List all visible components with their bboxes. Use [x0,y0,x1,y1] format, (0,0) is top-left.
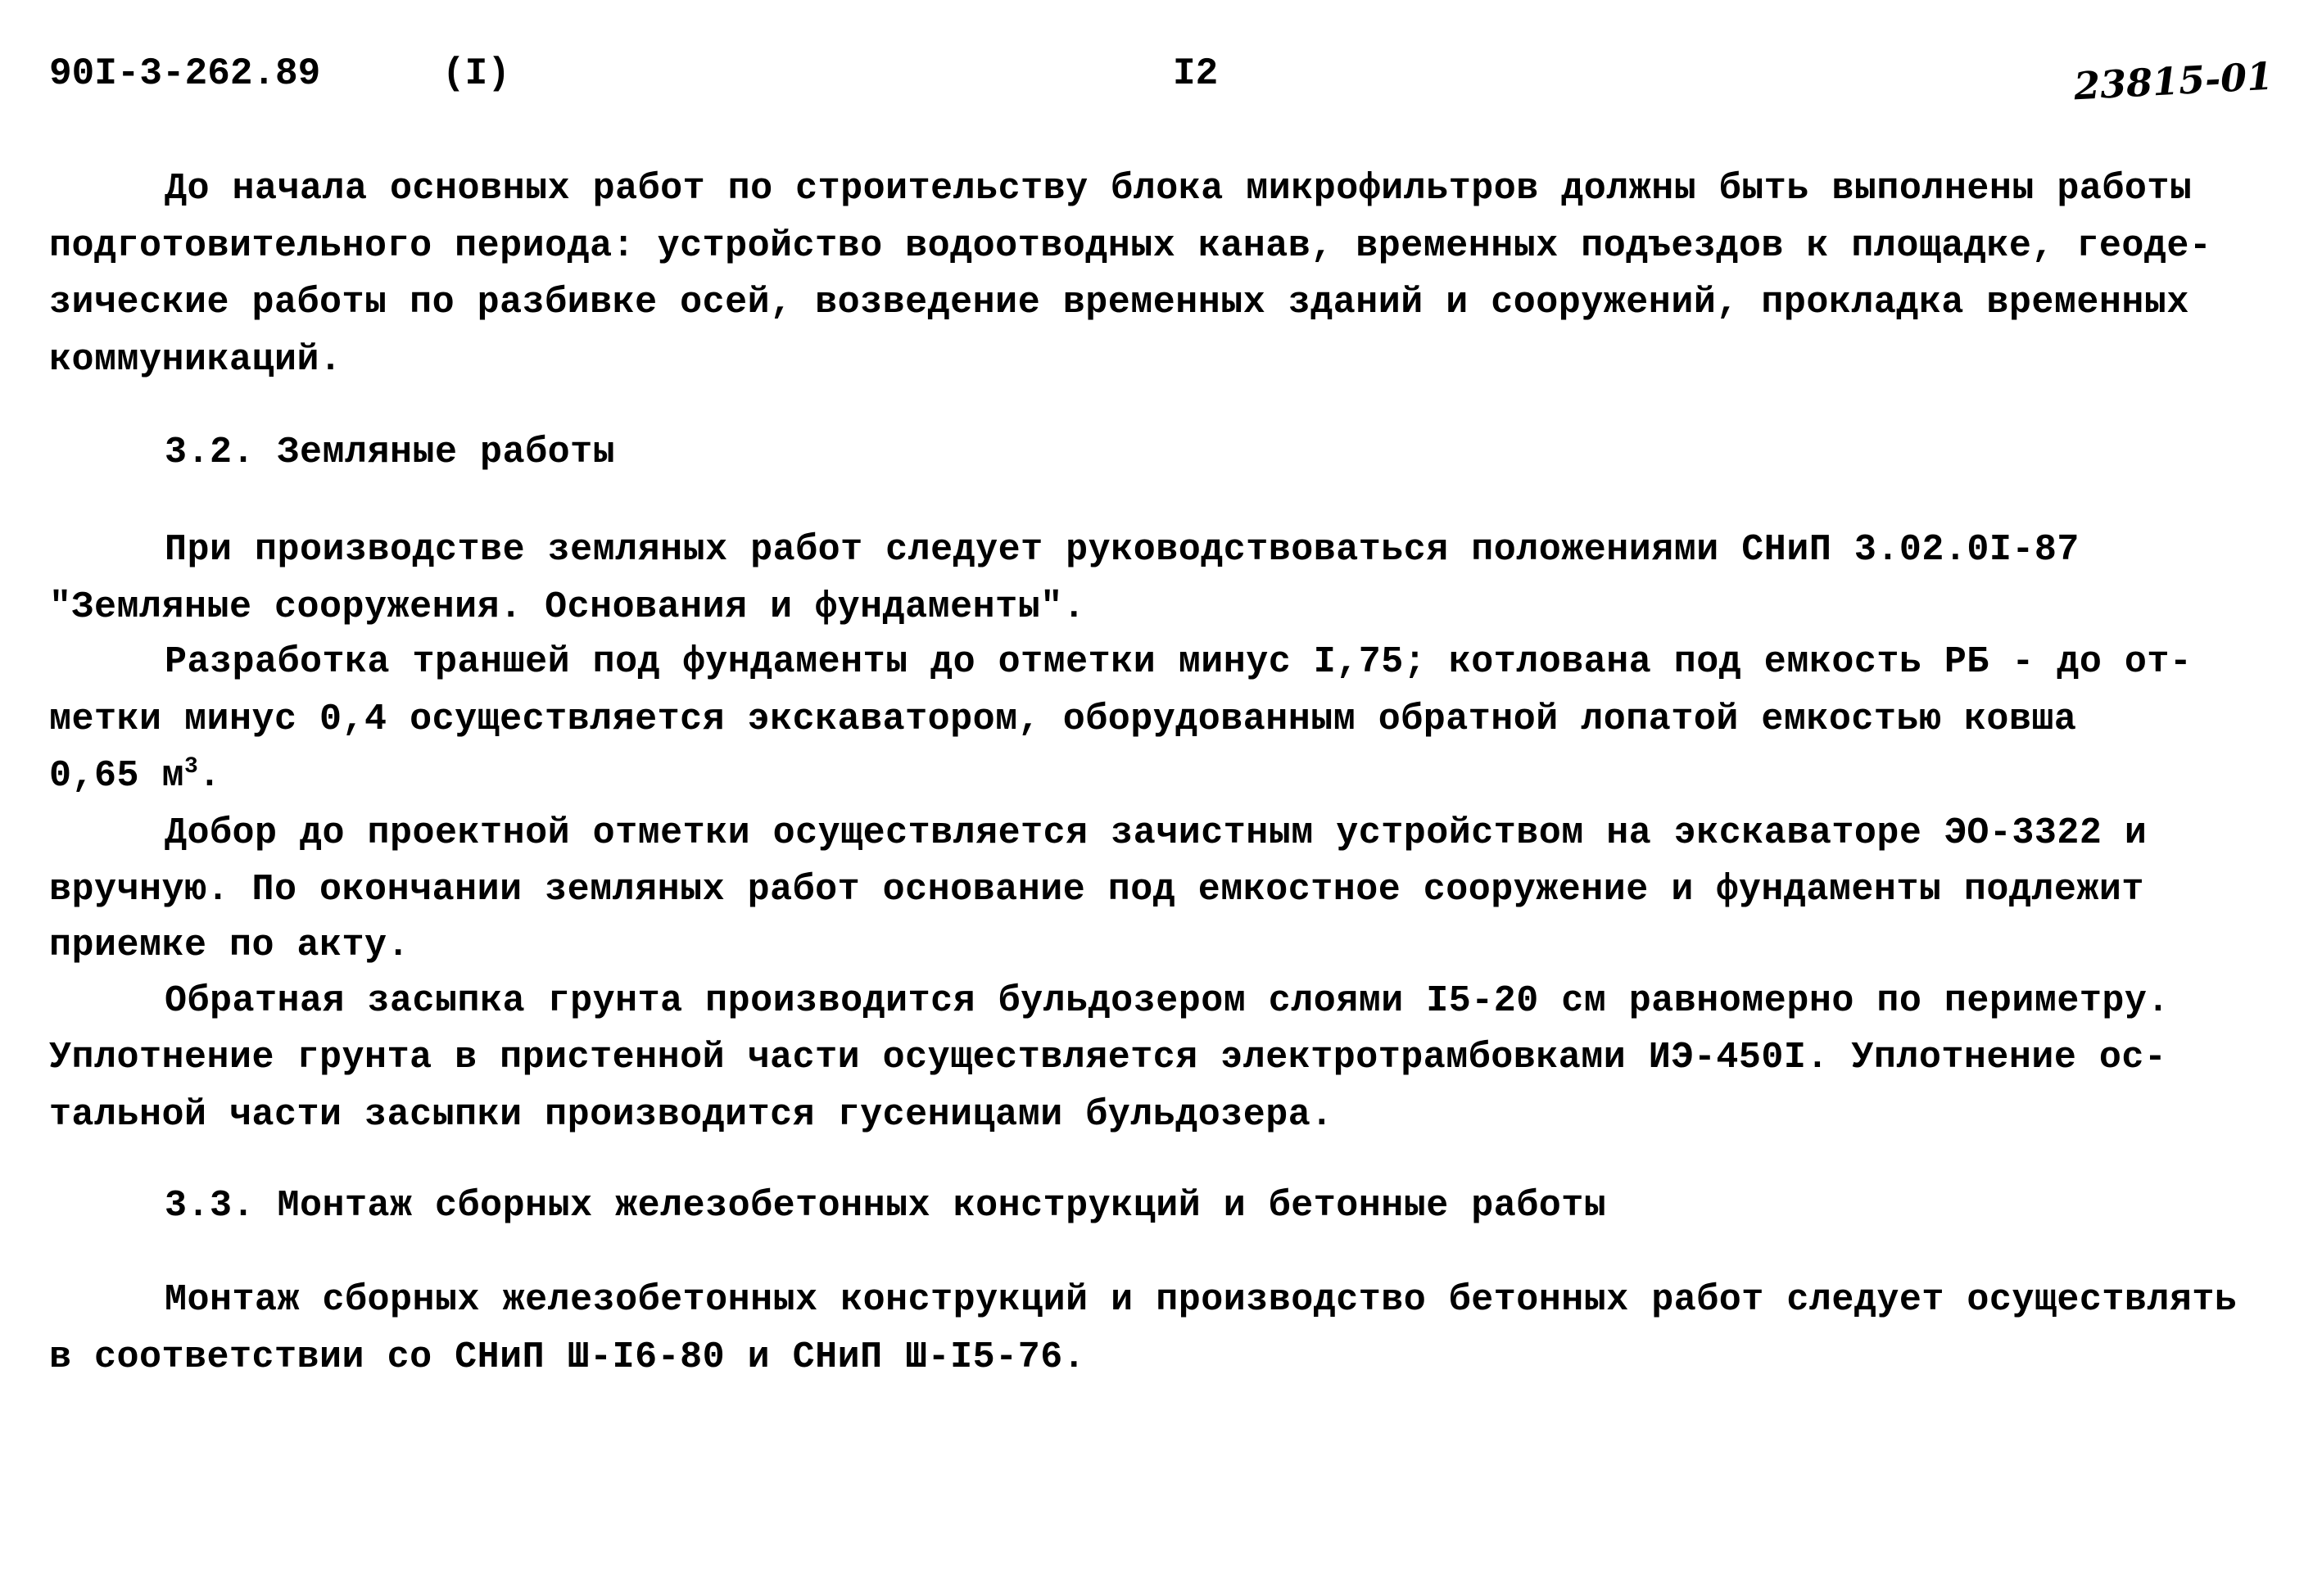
text-line: Обратная засыпка грунта производится бульдозером слоями I5-20 см равномерно по периметру. [165,980,2170,1022]
superscript: 3 [184,754,199,780]
text-line: подготовительного периода: устройство водоотводных канав, временных подъездов к площадке, геоде- [49,225,2212,267]
volume-value: 0,65 м [49,755,185,797]
text-line: Разработка траншей под фундаменты до отметки минус I,75; котлована под емкость РБ - до от- [165,641,2193,683]
period: . [198,755,221,797]
text-line: До начала основных работ по строительству блока микрофильтров должны быть выполнены работы [165,168,2193,210]
text-line: Уплотнение грунта в пристенной части осуществляется электротрамбовками ИЭ-450I. Уплотнение ос- [49,1037,2167,1078]
text-line: Добор до проектной отметки осуществляется зачистным устройством на экскаваторе ЭО-3322 и [165,812,2148,854]
text-line: в соответствии со СНиП Ш-I6-80 и СНиП Ш-I5-76. [49,1336,1086,1378]
document-code: 90I-3-262.89 [49,52,321,95]
text-line: Монтаж сборных железобетонных конструкций и производство бетонных работ следует осуществлять [165,1279,2238,1321]
handwritten-inventory-number: 23815-01 [2072,53,2274,109]
text-line: приемке по акту. [49,925,410,966]
document-part: (I) [442,52,510,95]
page-number: I2 [1173,52,1219,95]
text-line: зические работы по разбивке осей, возведение временных зданий и сооружений, прокладка временных [49,282,2189,323]
text-line: При производстве земляных работ следует руководствоваться положениями СНиП 3.02.0I-87 [165,529,2080,571]
text-line [49,754,221,797]
section-heading: 3.3. Монтаж сборных железобетонных конструкций и бетонные работы [165,1185,1607,1227]
text-line: "Земляные сооружения. Основания и фундаменты". [49,586,1086,628]
text-line: метки минус 0,4 осуществляется экскаватором, оборудованным обратной лопатой емкостью ковша [49,699,2077,740]
text-line: коммуникаций. [49,339,342,381]
text-line: тальной части засыпки производится гусеницами бульдозера. [49,1094,1333,1136]
section-heading: 3.2. Земляные работы [165,432,616,473]
text-line: вручную. По окончании земляных работ основание под емкостное сооружение и фундаменты подлежит [49,869,2144,911]
